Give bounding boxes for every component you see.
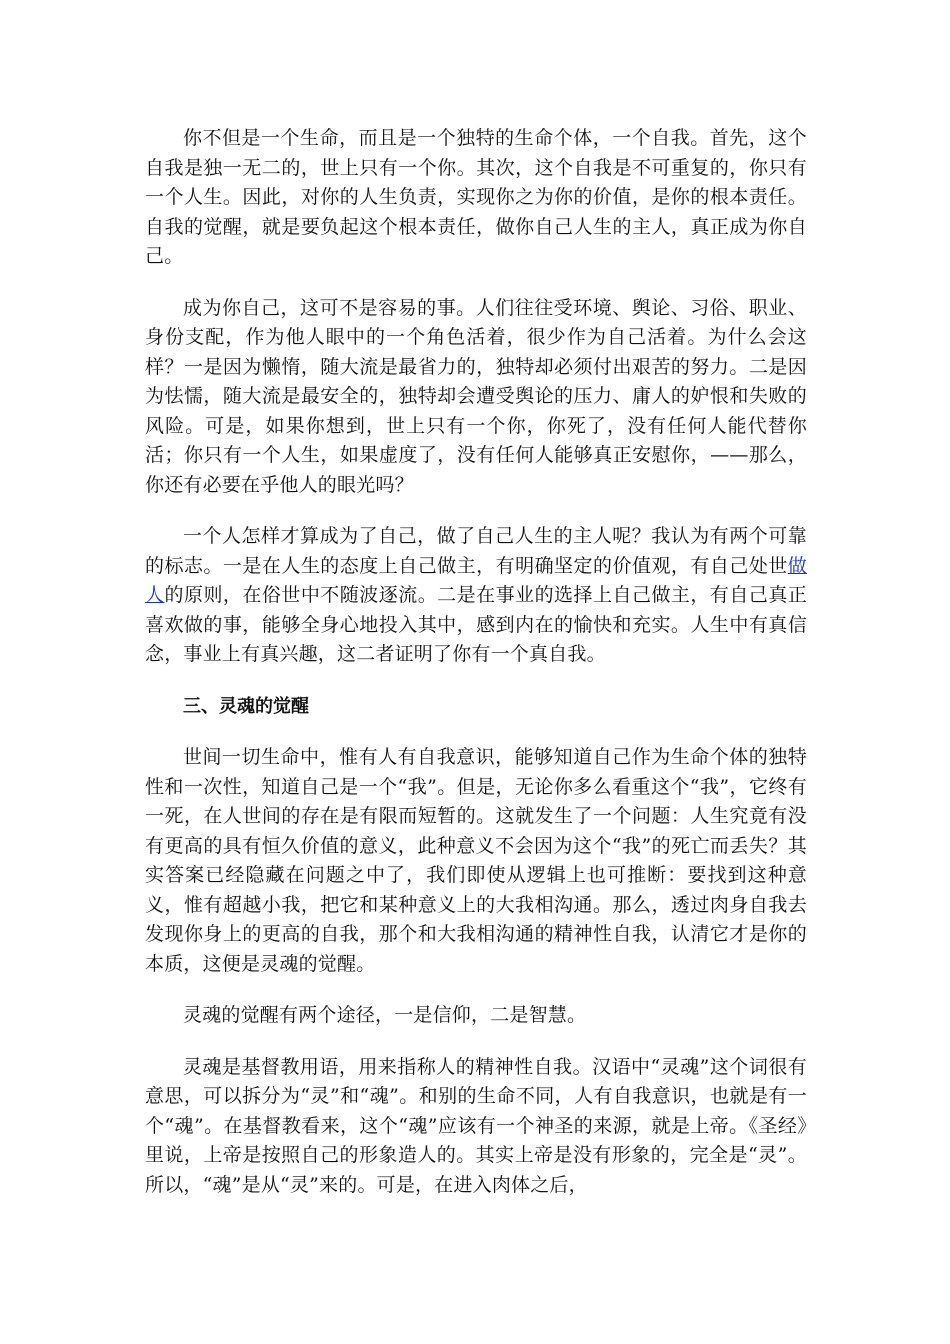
paragraph-soul-definition: 灵魂是基督教用语，用来指称人的精神性自我。汉语中“灵魂”这个词很有意思，可以拆分为“灵”和“魂”。和别的生命不同，人有自我意识，也就是有一个“魂”。在基督教看来，这个“魂”应该有一个神圣的来源，就是上帝。《圣经》里说，上帝是按照自己的形象造人的。其实上帝是没有形象的，完全是“灵”。所以，“魂”是从“灵”来的。可是，在进入肉体之后，: [145, 1055, 807, 1196]
paragraph-two-paths: 灵魂的觉醒有两个途径，一是信仰，二是智慧。: [183, 1004, 587, 1026]
zuoren-link[interactable]: 做人: [145, 554, 807, 606]
section-heading: 三、灵魂的觉醒: [183, 695, 309, 717]
paragraph-two-marks: [145, 522, 807, 670]
document-page: [145, 124, 807, 1222]
paragraph-two-marks-text-before: 一个人怎样才算成为了自己，做了自己人生的主人呢？我认为有两个可靠的标志。一是在人生的态度上自己做主，有明确坚定的价值观，有自己处世: [145, 525, 807, 577]
paragraph-two-marks-text-after: 的原则，在俗世中不随波逐流。二是在事业的选择上自己做主，有自己真正喜欢做的事，能够全身心地投入其中，感到内在的愉快和充实。人生中有真信念，事业上有真兴趣，这二者证明了你有一个真自我。: [145, 584, 807, 665]
paragraph-self-uniqueness: 你不但是一个生命，而且是一个独特的生命个体，一个自我。首先，这个自我是独一无二的，世上只有一个你。其次，这个自我是不可重复的，你只有一个人生。因此，对你的人生负责，实现你之为你的价值，是你的根本责任。自我的觉醒，就是要负起这个根本责任，做你自己人生的主人，真正成为你自己。: [145, 127, 807, 267]
paragraph-self-awareness: 世间一切生命中，惟有人有自我意识，能够知道自己作为生命个体的独特性和一次性，知道自己是一个“我”。但是，无论你多么看重这个“我”，它终有一死，在人世间的存在是有限而短暂的。这就发生了一个问题：人生究竟有没有更高的具有恒久价值的意义，此种意义不会因为这个“我”的死亡而丢失？其实答案已经隐藏在问题之中了，我们即使从逻辑上也可推断：要找到这种意义，惟有超越小我，把它和某种意义上的大我相沟通。那么，透过肉身自我去发现你身上的更高的自我，那个和大我相沟通的精神性自我，认清它才是你的本质，这便是灵魂的觉醒。: [145, 746, 807, 975]
paragraph-becoming-yourself: 成为你自己，这可不是容易的事。人们往往受环境、舆论、习俗、职业、身份支配，作为他人眼中的一个角色活着，很少作为自己活着。为什么会这样？一是因为懒惰，随大流是最省力的，独特却必须付出艰苦的努力。二是因为怯懦，随大流是最安全的，独特却会遭受舆论的压力、庸人的妒恨和失败的风险。可是，如果你想到，世上只有一个你，你死了，没有任何人能代替你活；你只有一个人生，如果虚度了，没有任何人能够真正安慰你，——那么，你还有必要在乎他人的眼光吗？: [145, 296, 807, 496]
